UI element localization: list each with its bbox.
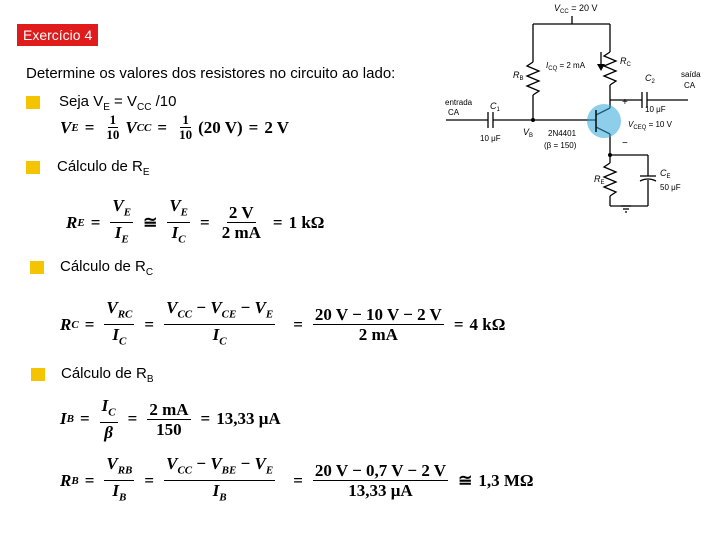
svg-text:saída: saída — [681, 70, 701, 79]
equation-ve: V E = $\frac{1}{10}$ V CC = $\frac{1}{10}$ (20 V) = 2 V — [60, 112, 290, 142]
svg-text:2N4401: 2N4401 — [548, 129, 577, 138]
svg-text:CA: CA — [684, 81, 696, 90]
rc-resistor — [604, 52, 616, 85]
step-rb-label: Cálculo de $R_B$ — [61, 365, 154, 385]
equation-rc: R C = $\frac{V_{RC}}{I_C}$ = $\frac{V_{CC} - V_{CE} - V_E}{I_C}$ = $\frac{20 V - 10 V - 2 V}{2 mA}$ = 4 kΩ — [60, 298, 506, 348]
step-re-label: Cálculo de $R_E$ — [57, 158, 150, 178]
transistor-symbol — [587, 104, 621, 138]
svg-text:(β = 150): (β = 150) — [544, 141, 577, 150]
svg-text:VCEQ = 10 V: $V_{CEQ} = 10$ V — [628, 120, 672, 131]
equation-re: R E = $\frac{V_E}{I_E}$ ≅ $\frac{V_E}{I_C}$ = $\frac{2 V}{2 mA}$ = 1 kΩ — [66, 196, 325, 246]
svg-text:RB: $R_B$ — [513, 70, 524, 82]
exercise-title-badge: Exercício 4 — [17, 24, 98, 46]
bullet-marker — [26, 96, 40, 109]
svg-text:C2: $C_2$ — [645, 73, 655, 85]
svg-text:CA: CA — [448, 108, 460, 117]
equation-ib: I B = $\frac{I_C}{\beta}$ = $\frac{2 mA}{150}$ = 13,33 μA — [60, 396, 281, 443]
current-arrow-icon — [597, 64, 605, 71]
rb-top-resistor — [527, 62, 539, 95]
svg-text:−: − — [622, 138, 628, 149]
bullet-marker — [31, 368, 45, 381]
svg-text:+: + — [622, 97, 628, 108]
svg-text:C1: $C_1$ — [490, 101, 500, 113]
svg-text:ICQ = 2 mA: $I_{CQ} = 2$ mA — [546, 61, 586, 72]
svg-text:RC: $R_C$ — [620, 56, 631, 68]
step-rc-label: Cálculo de $R_C$ — [60, 258, 154, 278]
svg-text:RE: $R_E$ — [594, 174, 605, 186]
svg-text:entrada: entrada — [445, 98, 473, 107]
svg-text:10 μF: 10 μF — [645, 105, 666, 114]
re-resistor — [604, 163, 616, 196]
svg-text:VCC = 20 V: $V_{CC} = 20$ V — [554, 3, 598, 15]
intro-text: Determine os valores dos resistores no circuito ao lado: — [26, 65, 396, 82]
circuit-diagram — [438, 0, 720, 215]
svg-text:CE: $C_E$ — [660, 168, 671, 180]
bullet-marker — [30, 261, 44, 274]
bullet-marker — [26, 161, 40, 174]
svg-text:VB: $V_B$ — [523, 127, 534, 139]
step-seja-label: Seja $V_E = V_{CC}$ /10 — [59, 93, 177, 113]
svg-text:10 μF: 10 μF — [480, 134, 501, 143]
svg-text:50 μF: 50 μF — [660, 183, 681, 192]
equation-rb: R B = $\frac{V_{RB}}{I_B}$ = $\frac{V_{CC} - V_{BE} - V_E}{I_B}$ = $\frac{20 V - 0,7 V - 2 V}{13,33 \mu A}$ ≅ 1,3 MΩ — [60, 454, 534, 504]
